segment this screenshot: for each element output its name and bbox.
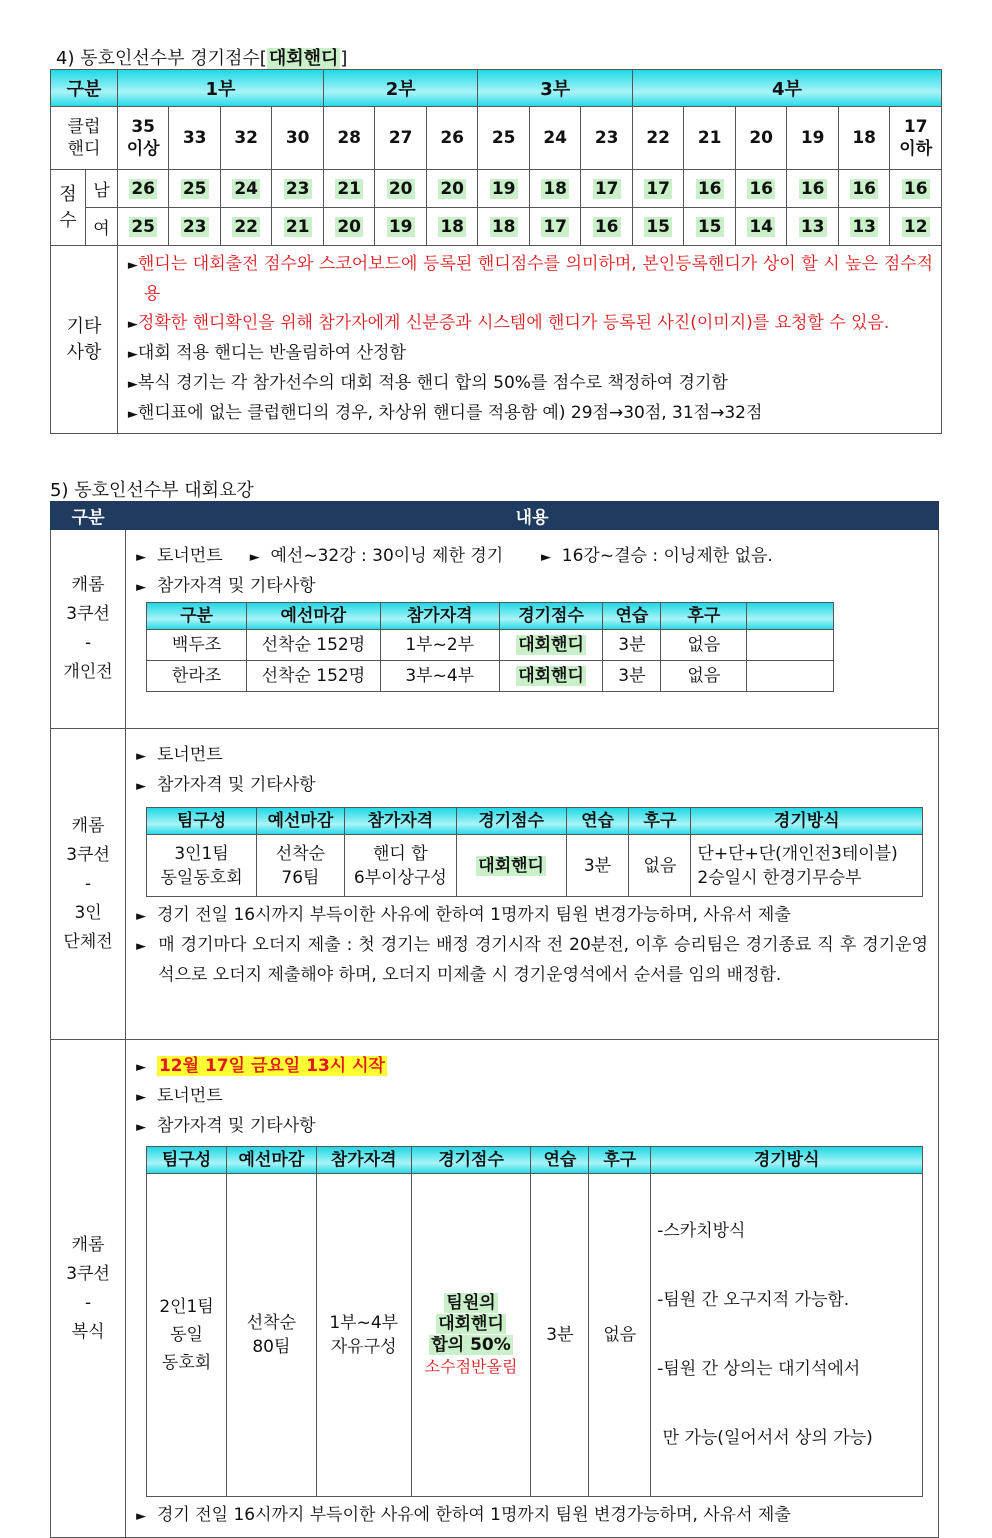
table-row: 한라조 선착순 152명 3부~4부 대회핸디 3분 없음 (147, 661, 834, 692)
note-item: ►핸디표에 없는 클럽핸디의 경우, 차상위 핸디를 적용함 예) 29점→30점, 31점→32점 (127, 403, 763, 423)
male-score-cell: 26 (117, 170, 169, 208)
male-score-cell: 20 (375, 170, 427, 208)
handi-cell: 24 (529, 107, 581, 170)
individual-line1: ► 토너먼트 ► 예선~32강 : 30이닝 제한 경기 ► 16강~결승 : 이닝제한 없음. (136, 546, 773, 566)
team-row (51, 729, 939, 1040)
handi-cell: 23 (581, 107, 633, 170)
female-score-cell: 13 (787, 208, 839, 246)
male-score-row (51, 170, 942, 208)
female-score-cell: 13 (838, 208, 890, 246)
female-score-cell: 18 (426, 208, 478, 246)
female-score-cell: 15 (684, 208, 736, 246)
etc-row (51, 246, 942, 434)
male-score-cell: 18 (529, 170, 581, 208)
inner-header-row: 팀구성 예선마감 참가자격 경기점수 연습 후구 경기방식 (147, 808, 923, 835)
inner-header-row: 구분 예선마감 참가자격 경기점수 연습 후구 (147, 603, 834, 630)
etc-notes (117, 246, 941, 434)
doubles-after: ► 경기 전일 16시까지 부득이한 사유에 한하여 1명까지 팀원 변경가능하며, 사유서 제출 (136, 1505, 791, 1525)
handi-cell: 33 (169, 107, 221, 170)
male-score-cell: 16 (890, 170, 942, 208)
note-item: ►핸디는 대회출전 점수와 스코어보드에 등록된 핸디점수를 의미하며, 본인등록핸디가 상이 할 시 높은 점수적용 (127, 254, 933, 304)
guide-header-content: 내용 (126, 502, 939, 530)
table-row: 2인1팀 동일 동호회 선착순 80팀 1부~4부 자유구성 팀원의 대회핸디 합의 50% 소수점반올림 3분 없음 -스카치방식 -팀원 간 오구지적 가능함. -팀원 간 상의는 대기석에서 만 가능(일어서서 상의 가능) (147, 1174, 923, 1497)
section4-title: 4) 동호인선수부 경기점수[ 대회핸디 ] (56, 48, 348, 69)
female-label: 여 (85, 208, 117, 246)
guide-header-gubun: 구분 (51, 502, 126, 530)
female-score-cell: 22 (220, 208, 272, 246)
handi-cell: 32 (220, 107, 272, 170)
etc-label: 기타 사항 (51, 246, 118, 434)
male-score-cell: 16 (787, 170, 839, 208)
doubles-label: 캐롬 3쿠션 - 복식 (51, 1040, 126, 1538)
female-score-cell: 19 (375, 208, 427, 246)
handi-cell: 26 (426, 107, 478, 170)
female-score-cell: 18 (478, 208, 530, 246)
club-handi-row (51, 107, 942, 170)
handi-cell: 27 (375, 107, 427, 170)
female-score-cell: 14 (735, 208, 787, 246)
handi-cell: 35 이상 (117, 107, 169, 170)
handi-cell: 22 (632, 107, 684, 170)
female-score-cell: 20 (323, 208, 375, 246)
male-label: 남 (85, 170, 117, 208)
female-score-cell: 16 (581, 208, 633, 246)
male-score-cell: 24 (220, 170, 272, 208)
team-label: 캐롬 3쿠션 - 3인 단체전 (51, 729, 126, 1040)
female-score-cell: 25 (117, 208, 169, 246)
female-score-cell: 17 (529, 208, 581, 246)
male-score-cell: 23 (272, 170, 324, 208)
handi-cell: 20 (735, 107, 787, 170)
male-score-cell: 16 (735, 170, 787, 208)
male-score-cell: 17 (581, 170, 633, 208)
team-after-1: ► 경기 전일 16시까지 부득이한 사유에 한하여 1명까지 팀원 변경가능하며, 사유서 제출 (136, 905, 791, 925)
header-gubun: 구분 (51, 70, 118, 107)
individual-content (126, 530, 939, 729)
header-div1: 1부 (117, 70, 323, 107)
guide-header-row (51, 502, 939, 530)
handi-cell: 30 (272, 107, 324, 170)
male-score-cell: 16 (838, 170, 890, 208)
male-score-cell: 21 (323, 170, 375, 208)
male-score-cell: 16 (684, 170, 736, 208)
score-label: 점 수 (51, 170, 86, 246)
female-score-cell: 12 (890, 208, 942, 246)
note-item: ►정확한 핸디확인을 위해 참가자에게 신분증과 시스템에 핸디가 등록된 사진(이미지)를 요청할 수 있음. (127, 313, 890, 333)
table-row: 백두조 선착순 152명 1부~2부 대회핸디 3분 없음 (147, 630, 834, 661)
note-item: ►복식 경기는 각 참가선수의 대회 적용 핸디 합의 50%를 점수로 책정하여 경기함 (127, 373, 728, 393)
club-handi-label: 클럽 핸디 (51, 107, 118, 170)
handi-cell: 18 (838, 107, 890, 170)
doubles-row (51, 1040, 939, 1538)
tournament-guide-table (50, 501, 939, 1538)
individual-label: 캐롬 3쿠션 - 개인전 (51, 530, 126, 729)
male-score-cell: 19 (478, 170, 530, 208)
individual-inner-table (146, 602, 834, 692)
header-div4: 4부 (632, 70, 941, 107)
handi-cell: 28 (323, 107, 375, 170)
header-div3: 3부 (478, 70, 633, 107)
male-score-cell: 25 (169, 170, 221, 208)
start-time-highlight: 12월 17일 금요일 13시 시작 (158, 1056, 385, 1076)
female-score-cell: 23 (169, 208, 221, 246)
doubles-inner-table (146, 1146, 923, 1497)
handi-cell: 17 이하 (890, 107, 942, 170)
handicap-score-table (50, 69, 942, 434)
handi-cell: 21 (684, 107, 736, 170)
individual-row (51, 530, 939, 729)
team-after-2: ► 매 경기마다 오더지 제출 : 첫 경기는 배정 경기시작 전 20분전, 이후 승리팀은 경기종료 직 후 경기운영석으로 오더지 제출해야 하며, 오더지 미제출 시 경기운영석에서 순서를 임의 배정함. (136, 935, 928, 985)
male-score-cell: 17 (632, 170, 684, 208)
male-score-cell: 20 (426, 170, 478, 208)
individual-line2: ► 참가자격 및 기타사항 (136, 576, 316, 596)
header-div2: 2부 (323, 70, 478, 107)
team-content: ► 토너먼트 ► 참가자격 및 기타사항 팀구성 예선마감 참가자격 경기점수 연습 후구 경기방식 3인1팀 동일동호회 선착순 76팀 핸디 합 6부이상구성 대회핸디 3분 없음 단+단+단(개인전3테이블) 2승일시 한경기무승부 ► 경기 전일 16시까지 부득이한 사유에 한하여 1명까지 팀원 변경가능하며, 사유서 제출 ► 매 경기마다 오더지 제출 : 첫 경기는 배정 경기시작 전 20분전, 이후 승리팀은 경기종료 직 후 경기운영석으로 오더지 제출해야 하며, 오더지 미제출 시 경기운영석에서 순서를 임의 배정함. (126, 729, 939, 1040)
section5-title: 5) 동호인선수부 대회요강 (50, 480, 254, 501)
handicap-header-row (51, 70, 942, 107)
team-inner-table (146, 807, 923, 897)
female-score-cell: 21 (272, 208, 324, 246)
note-item: ►대회 적용 핸디는 반올림하여 산정함 (127, 343, 406, 363)
female-score-row (51, 208, 942, 246)
inner-header-row: 팀구성 예선마감 참가자격 경기점수 연습 후구 경기방식 (147, 1147, 923, 1174)
handi-cell: 19 (787, 107, 839, 170)
doubles-content: ► 12월 17일 금요일 13시 시작 ► 토너먼트 ► 참가자격 및 기타사항 팀구성 예선마감 참가자격 경기점수 연습 후구 경기방식 2인1팀 동일 동호회 선착순 80팀 1부~4부 자유구성 팀원의 대회핸디 합의 50% 소수점반올림 3분 없음 -스카치방식 -팀원 간 오구지적 가능함. -팀원 간 상의는 대기석에서 만 가능(일어서서 상의 가능) ► 경기 전일 16시까지 부득이한 사유에 한하여 1명까지 팀원 변경가능하며, 사유서 제출 (126, 1040, 939, 1538)
table-row: 3인1팀 동일동호회 선착순 76팀 핸디 합 6부이상구성 대회핸디 3분 없음 단+단+단(개인전3테이블) 2승일시 한경기무승부 (147, 835, 923, 897)
female-score-cell: 15 (632, 208, 684, 246)
handi-cell: 25 (478, 107, 530, 170)
